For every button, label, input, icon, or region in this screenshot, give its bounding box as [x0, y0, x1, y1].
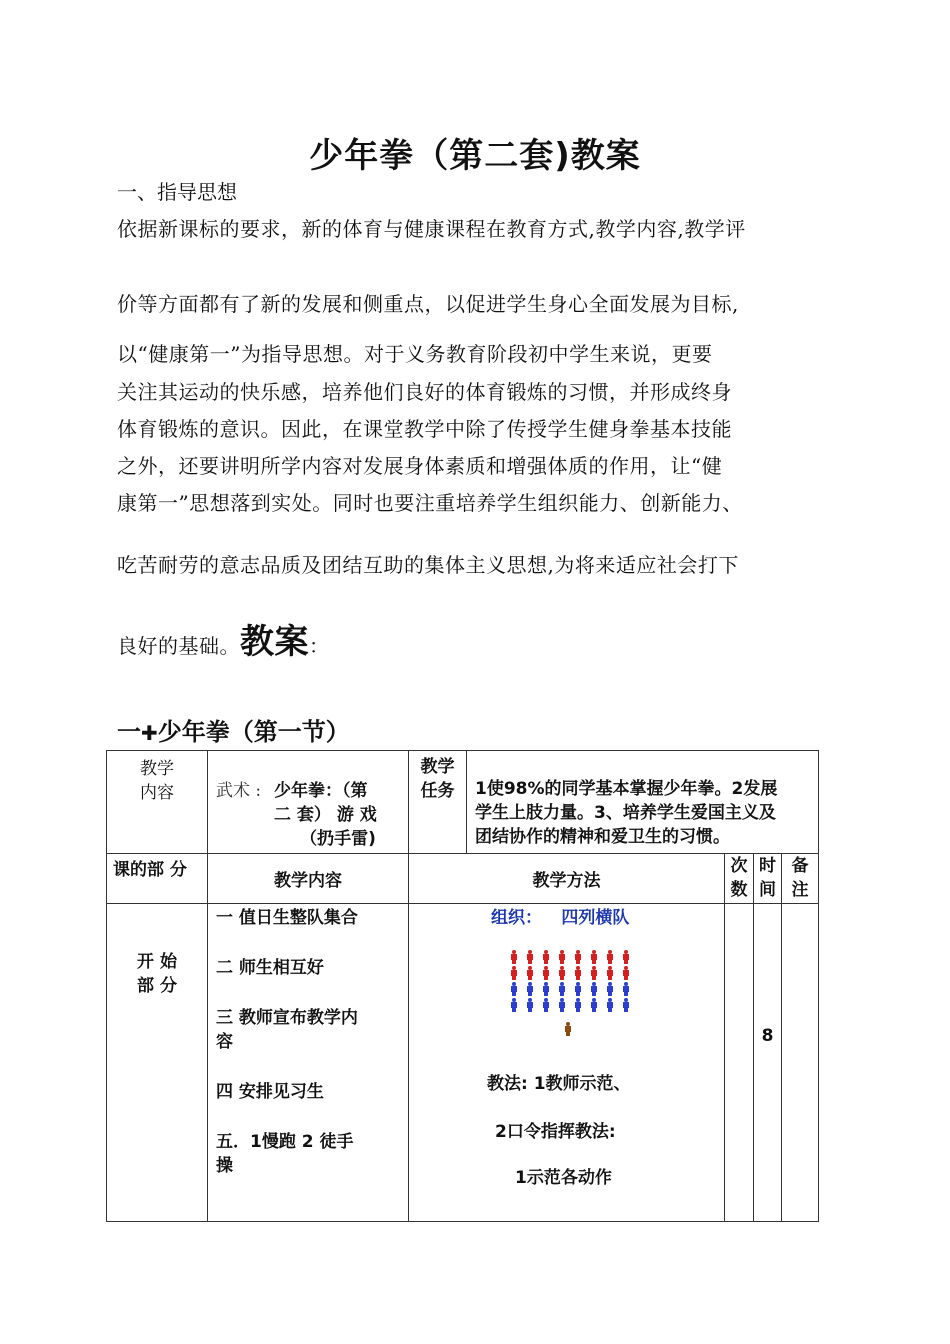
label-line: 开 始 — [137, 952, 177, 972]
student-figure-icon — [543, 998, 549, 1012]
label-line: 内容 — [140, 783, 174, 803]
paragraph-line: 依据新课标的要求，新的体育与健康课程在教育方式,教学内容,教学评 — [117, 217, 746, 241]
table-header-row — [107, 854, 819, 904]
label-line: 教学 — [420, 757, 455, 777]
student-figure-icon — [575, 982, 581, 996]
section-number: 一 — [117, 718, 141, 746]
paragraph-line: 吃苦耐劳的意志品质及团结互助的集体主义思想,为将来适应社会打下 — [117, 553, 739, 577]
paragraph-line: 体育锻炼的意识。因此，在课堂教学中除了传授学生健身拳基本技能 — [117, 417, 732, 441]
student-figure-icon — [591, 966, 597, 980]
content-item: 一 值日生整队集合 — [216, 908, 358, 928]
student-figure-icon — [607, 998, 613, 1012]
student-figure-icon — [575, 966, 581, 980]
student-figure-icon — [527, 998, 533, 1012]
method-line: 1示范各动作 — [515, 1168, 612, 1188]
time-cell: 8 — [754, 904, 782, 1222]
organization-value: 四列横队 — [561, 908, 630, 928]
content-line: 二 套） 游 戏 — [274, 805, 377, 825]
student-figure-icon — [527, 950, 533, 964]
header-count: 次 数 — [725, 854, 754, 904]
task-line: 学生上肢力量。3、培养学生爱国主义及 — [475, 803, 776, 823]
content-item: 二 师生相互好 — [216, 958, 324, 978]
section-heading-lesson-1 — [117, 712, 350, 747]
student-figure-icon — [527, 966, 533, 980]
student-figure-icon — [591, 998, 597, 1012]
student-figure-icon — [607, 950, 613, 964]
label-line: 任务 — [420, 781, 455, 801]
method-line: 2口令指挥教法: — [495, 1122, 616, 1142]
task-line: 团结协作的精神和爱卫生的习惯。 — [475, 827, 730, 847]
note-cell — [782, 904, 819, 1222]
teaching-content-cell — [208, 751, 409, 854]
student-figure-icon — [543, 950, 549, 964]
student-figure-icon — [575, 998, 581, 1012]
paragraph-line: 以“健康第一”为指导思想。对于义务教育阶段初中学生来说，更要 — [117, 342, 713, 366]
colon: ： — [309, 634, 330, 658]
student-figure-icon — [591, 982, 597, 996]
task-line: 1使98%的同学基本掌握少年拳。2发展 — [475, 779, 778, 799]
content-prefix: 武术 : — [216, 781, 262, 801]
student-figure-icon — [591, 950, 597, 964]
content-item: 四 安排见习生 — [216, 1082, 324, 1102]
header-note: 备 注 — [782, 854, 819, 904]
organization-label: 组织： — [491, 908, 542, 928]
student-figure-icon — [607, 966, 613, 980]
content-line: （扔手雷) — [300, 829, 376, 849]
paragraph-line: 康第一”思想落到实处。同时也要注重培养学生组织能力、创新能力、 — [117, 491, 743, 515]
student-figure-icon — [575, 950, 581, 964]
start-section-label-cell — [107, 904, 208, 1222]
lesson-plan-table — [106, 750, 819, 1222]
paragraph-line-end: 良好的基础。 — [117, 634, 240, 658]
header-method: 教学方法 — [409, 854, 725, 904]
label-line: 部 分 — [137, 976, 177, 996]
header-part: 课的部 分 — [107, 854, 208, 904]
content-item: 三 教师宣布教学内 — [216, 1008, 358, 1028]
header-time: 时 间 — [754, 854, 782, 904]
student-figure-icon — [607, 982, 613, 996]
student-figure-icon — [511, 982, 517, 996]
lesson-plan-label: 教案 — [240, 622, 309, 662]
table-row-start-section — [107, 904, 819, 1222]
student-figure-icon — [543, 982, 549, 996]
count-cell — [725, 904, 754, 1222]
teaching-task-cell — [467, 751, 819, 854]
student-figure-icon — [559, 998, 565, 1012]
student-figure-icon — [623, 950, 629, 964]
student-figure-icon — [623, 982, 629, 996]
cross-icon: ✚ — [141, 721, 158, 745]
section-heading-guiding-idea: 一、指导思想 — [117, 180, 237, 204]
student-figure-icon — [543, 966, 549, 980]
section-heading-text: 少年拳（第一节） — [157, 718, 350, 746]
paragraph-line: 价等方面都有了新的发展和侧重点，以促进学生身心全面发展为目标, — [117, 292, 739, 316]
method-line: 教法: 1教师示范、 — [487, 1074, 631, 1094]
content-item: 操 — [216, 1156, 233, 1176]
start-section-method-cell — [409, 904, 725, 1222]
start-section-content-cell — [208, 904, 409, 1222]
student-figure-icon — [511, 950, 517, 964]
student-figure-icon — [559, 966, 565, 980]
student-figure-icon — [623, 966, 629, 980]
teaching-task-label-cell — [409, 751, 467, 854]
content-item: 五．1慢跑 2 徒手 — [216, 1132, 354, 1152]
paragraph-last-line — [117, 614, 330, 663]
four-row-formation-diagram — [505, 948, 635, 1040]
student-figure-icon — [559, 950, 565, 964]
student-figure-icon — [511, 998, 517, 1012]
paragraph-line: 关注其运动的快乐感，培养他们良好的体育锻炼的习惯，并形成终身 — [117, 380, 732, 404]
student-figure-icon — [511, 966, 517, 980]
table-row — [107, 751, 819, 854]
label-line: 教学 — [140, 759, 174, 779]
content-item: 容 — [216, 1032, 233, 1052]
student-figure-icon — [559, 982, 565, 996]
student-figure-icon — [623, 998, 629, 1012]
teacher-figure-icon — [565, 1022, 571, 1036]
document-title: 少年拳（第二套)教案 — [309, 136, 641, 176]
header-content: 教学内容 — [208, 854, 409, 904]
paragraph-line: 之外，还要讲明所学内容对发展身体素质和增强体质的作用，让“健 — [117, 454, 723, 478]
content-line: 少年拳：（第 — [274, 781, 368, 801]
student-figure-icon — [527, 982, 533, 996]
teaching-content-label-cell — [107, 751, 208, 854]
